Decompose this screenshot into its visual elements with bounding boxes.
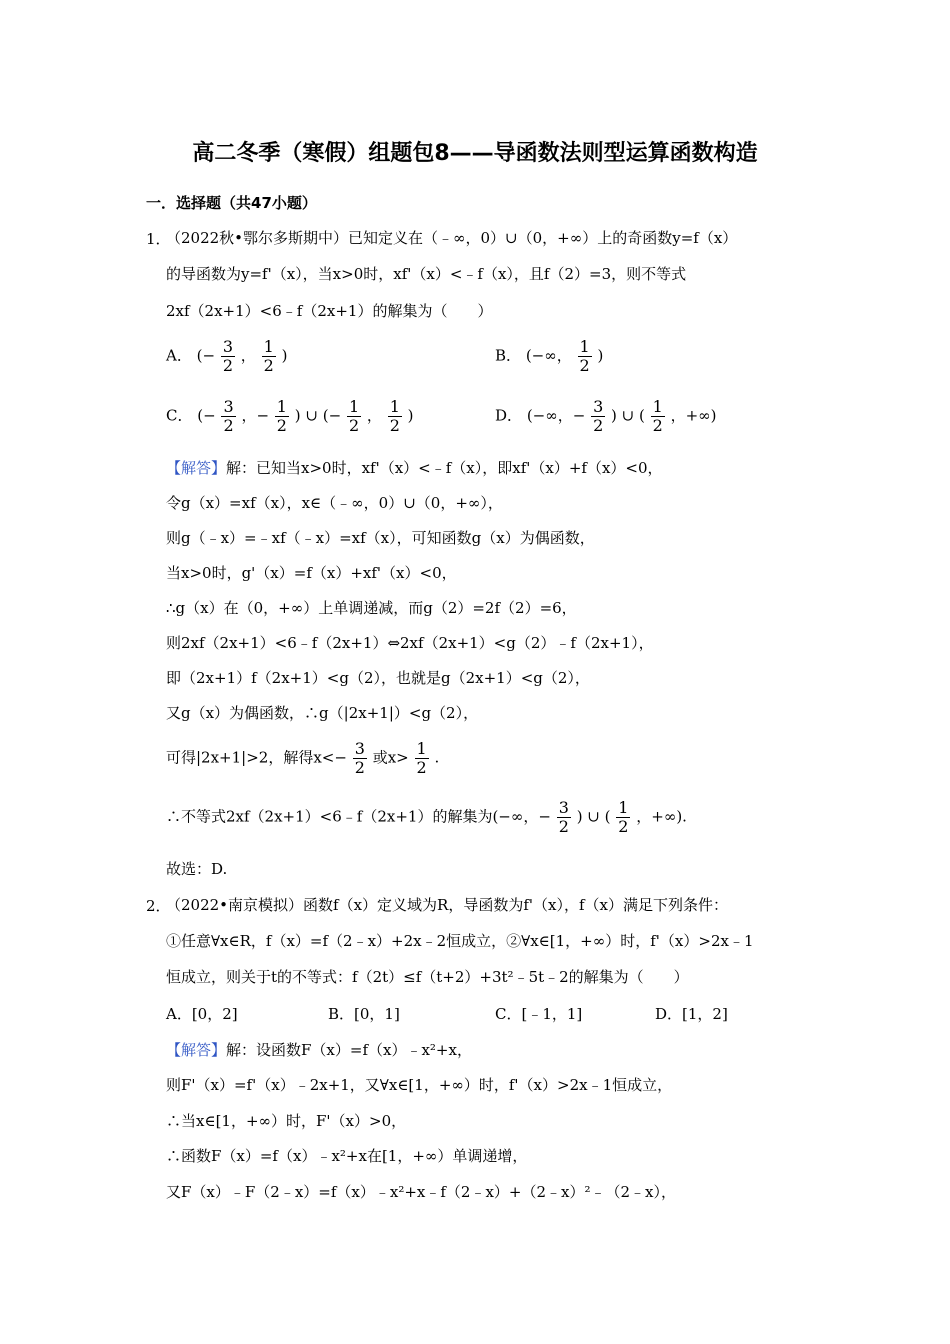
q1-solution-line-4: 当x>0时，g'（x）=f（x）+xf'（x）<0， [166,564,457,582]
numerator: 1 [618,798,629,817]
option-text: (− [196,346,216,365]
q1-solution-line-6: 则2xf（2x+1）<6﹣f（2x+1）⇔2xf（2x+1）<g（2）﹣f（2x+1）， [166,634,654,652]
denominator: 2 [652,416,663,435]
numerator: 1 [652,397,663,416]
denominator: 2 [579,356,590,375]
option-text: ) [281,346,288,365]
numerator: 3 [558,798,569,817]
option-text: ， [240,346,256,365]
section-heading: 一．选择题（共47小题） [146,194,317,212]
denominator: 2 [222,356,234,375]
numerator: 1 [276,397,287,416]
q1-stem-line-2: 的导函数为y=f'（x），当x>0时，xf'（x）<﹣f（x），且f（2）=3，则不等式 [166,265,687,283]
fraction [275,398,289,435]
q2-solution-line-5: 又F（x）﹣F（2﹣x）=f（x）﹣x²+x﹣f（2﹣x）+（2﹣x）²﹣（2﹣x）， [166,1183,677,1201]
q1-solution-line-1 [166,458,663,478]
q1-solution-line-3: 则g（﹣x）=﹣xf（﹣x）=xf（x），可知函数g（x）为偶函数， [166,529,595,547]
denominator: 2 [276,416,287,435]
solution-text: 或x> [372,748,409,767]
q1-stem-line-1: （2022秋•鄂尔多斯期中）已知定义在（﹣∞，0）∪（0，+∞）上的奇函数y=f（x） [166,229,738,247]
q1-solution-line-2: 令g（x）=xf（x），x∈（﹣∞，0）∪（0，+∞）， [166,494,503,512]
q1-solution-line-7: 即（2x+1）f（2x+1）<g（2），也就是g（2x+1）<g（2）， [166,669,590,687]
solution-text: . [434,748,440,767]
option-label: A． [166,346,192,365]
numerator: 3 [222,337,234,356]
denominator: 2 [348,416,360,435]
numerator: 3 [354,739,365,758]
denominator: 2 [263,356,274,375]
fraction [221,338,235,375]
question-number-1: 1． [146,230,171,248]
option-label: B． [495,346,522,365]
numerator: 3 [593,397,604,416]
denominator: 2 [593,416,604,435]
q1-option-b[interactable] [495,338,603,375]
document-title: 高二冬季（寒假）组题包8——导函数法则型运算函数构造 [192,141,758,166]
q2-solution-line-1 [166,1040,472,1060]
q2-solution-line-2: 则F'（x）=f'（x）﹣2x+1，又∀x∈[1，+∞）时，f'（x）>2x﹣1恒成立， [166,1076,673,1094]
option-text: (−∞， [525,346,572,365]
fraction [221,398,235,435]
option-text: ， [366,406,382,425]
q1-option-a[interactable] [166,338,287,375]
q2-stem-line-2: ①任意∀x∈R，f（x）=f（2﹣x）+2x﹣2恒成立，②∀x∈[1，+∞）时，f'（x）>2x﹣1 [166,932,754,950]
q1-stem-line-3: 2xf（2x+1）<6﹣f（2x+1）的解集为（ ） [166,302,493,320]
q1-solution-line-8: 又g（x）为偶函数，∴g（|2x+1|）<g（2）， [166,704,479,722]
option-label: D． [495,406,523,425]
q1-final-choice: 故选：D. [166,860,228,878]
fraction [591,398,605,435]
denominator: 2 [389,416,400,435]
q2-option-a[interactable]: A．[0，2] [166,1005,238,1023]
q1-option-c[interactable] [166,398,414,435]
denominator: 2 [618,817,629,836]
fraction [262,338,276,375]
fraction [651,398,665,435]
fraction [347,398,361,435]
numerator: 1 [263,337,274,356]
fraction [616,799,630,836]
solution-text: 解：已知当x>0时，xf'（x）<﹣f（x），即xf'（x）+f（x）<0， [226,459,663,477]
solution-text: 可得|2x+1|>2，解得x<− [166,748,347,767]
q2-option-b[interactable]: B．[0，1] [328,1005,400,1023]
option-text: ) ∪ ( [611,406,645,425]
q2-stem-line-1: （2022•南京模拟）函数f（x）定义域为R，导函数为f'（x），f（x）满足下列条件： [166,896,728,914]
q1-solution-line-5: ∴g（x）在（0，+∞）上单调递减，而g（2）=2f（2）=6， [166,599,577,617]
answer-tag: 【解答】 [166,459,227,477]
fraction [415,740,429,777]
option-text: ，+∞) [670,406,717,425]
option-text: (− [197,406,216,425]
option-text: ，− [241,406,270,425]
q2-solution-line-3: ∴当x∈[1，+∞）时，F'（x）>0， [166,1112,407,1130]
question-number-2: 2． [146,897,171,915]
denominator: 2 [416,758,427,777]
numerator: 3 [223,397,234,416]
numerator: 1 [348,397,360,416]
denominator: 2 [354,758,365,777]
option-text: ) [597,346,604,365]
fraction [557,799,571,836]
solution-text: ∴不等式2xf（2x+1）<6﹣f（2x+1）的解集为(−∞，− [166,807,551,826]
solution-text: 解：设函数F（x）=f（x）﹣x²+x， [226,1041,472,1059]
q1-solution-line-9 [166,740,439,777]
q2-solution-line-4: ∴函数F（x）=f（x）﹣x²+x在[1，+∞）单调递增， [166,1147,528,1165]
solution-text: ) ∪ ( [576,807,611,826]
option-label: C． [166,406,193,425]
fraction [578,338,592,375]
numerator: 1 [579,337,590,356]
numerator: 1 [389,397,400,416]
numerator: 1 [416,739,427,758]
fraction [353,740,367,777]
denominator: 2 [223,416,234,435]
solution-text: ，+∞). [636,807,687,826]
q2-option-c[interactable]: C．[﹣1，1] [495,1005,583,1023]
fraction [388,398,402,435]
q2-stem-line-3: 恒成立，则关于t的不等式：f（2t）≤f（t+2）+3t²﹣5t﹣2的解集为（ ） [166,968,689,986]
option-text: ) [407,406,414,425]
q2-option-d[interactable]: D．[1，2] [655,1005,728,1023]
answer-tag: 【解答】 [166,1041,227,1059]
q1-option-d[interactable] [495,398,717,435]
option-text: (−∞，− [526,406,586,425]
denominator: 2 [558,817,569,836]
q1-solution-line-10 [166,799,687,836]
option-text: ) ∪ (− [294,406,342,425]
